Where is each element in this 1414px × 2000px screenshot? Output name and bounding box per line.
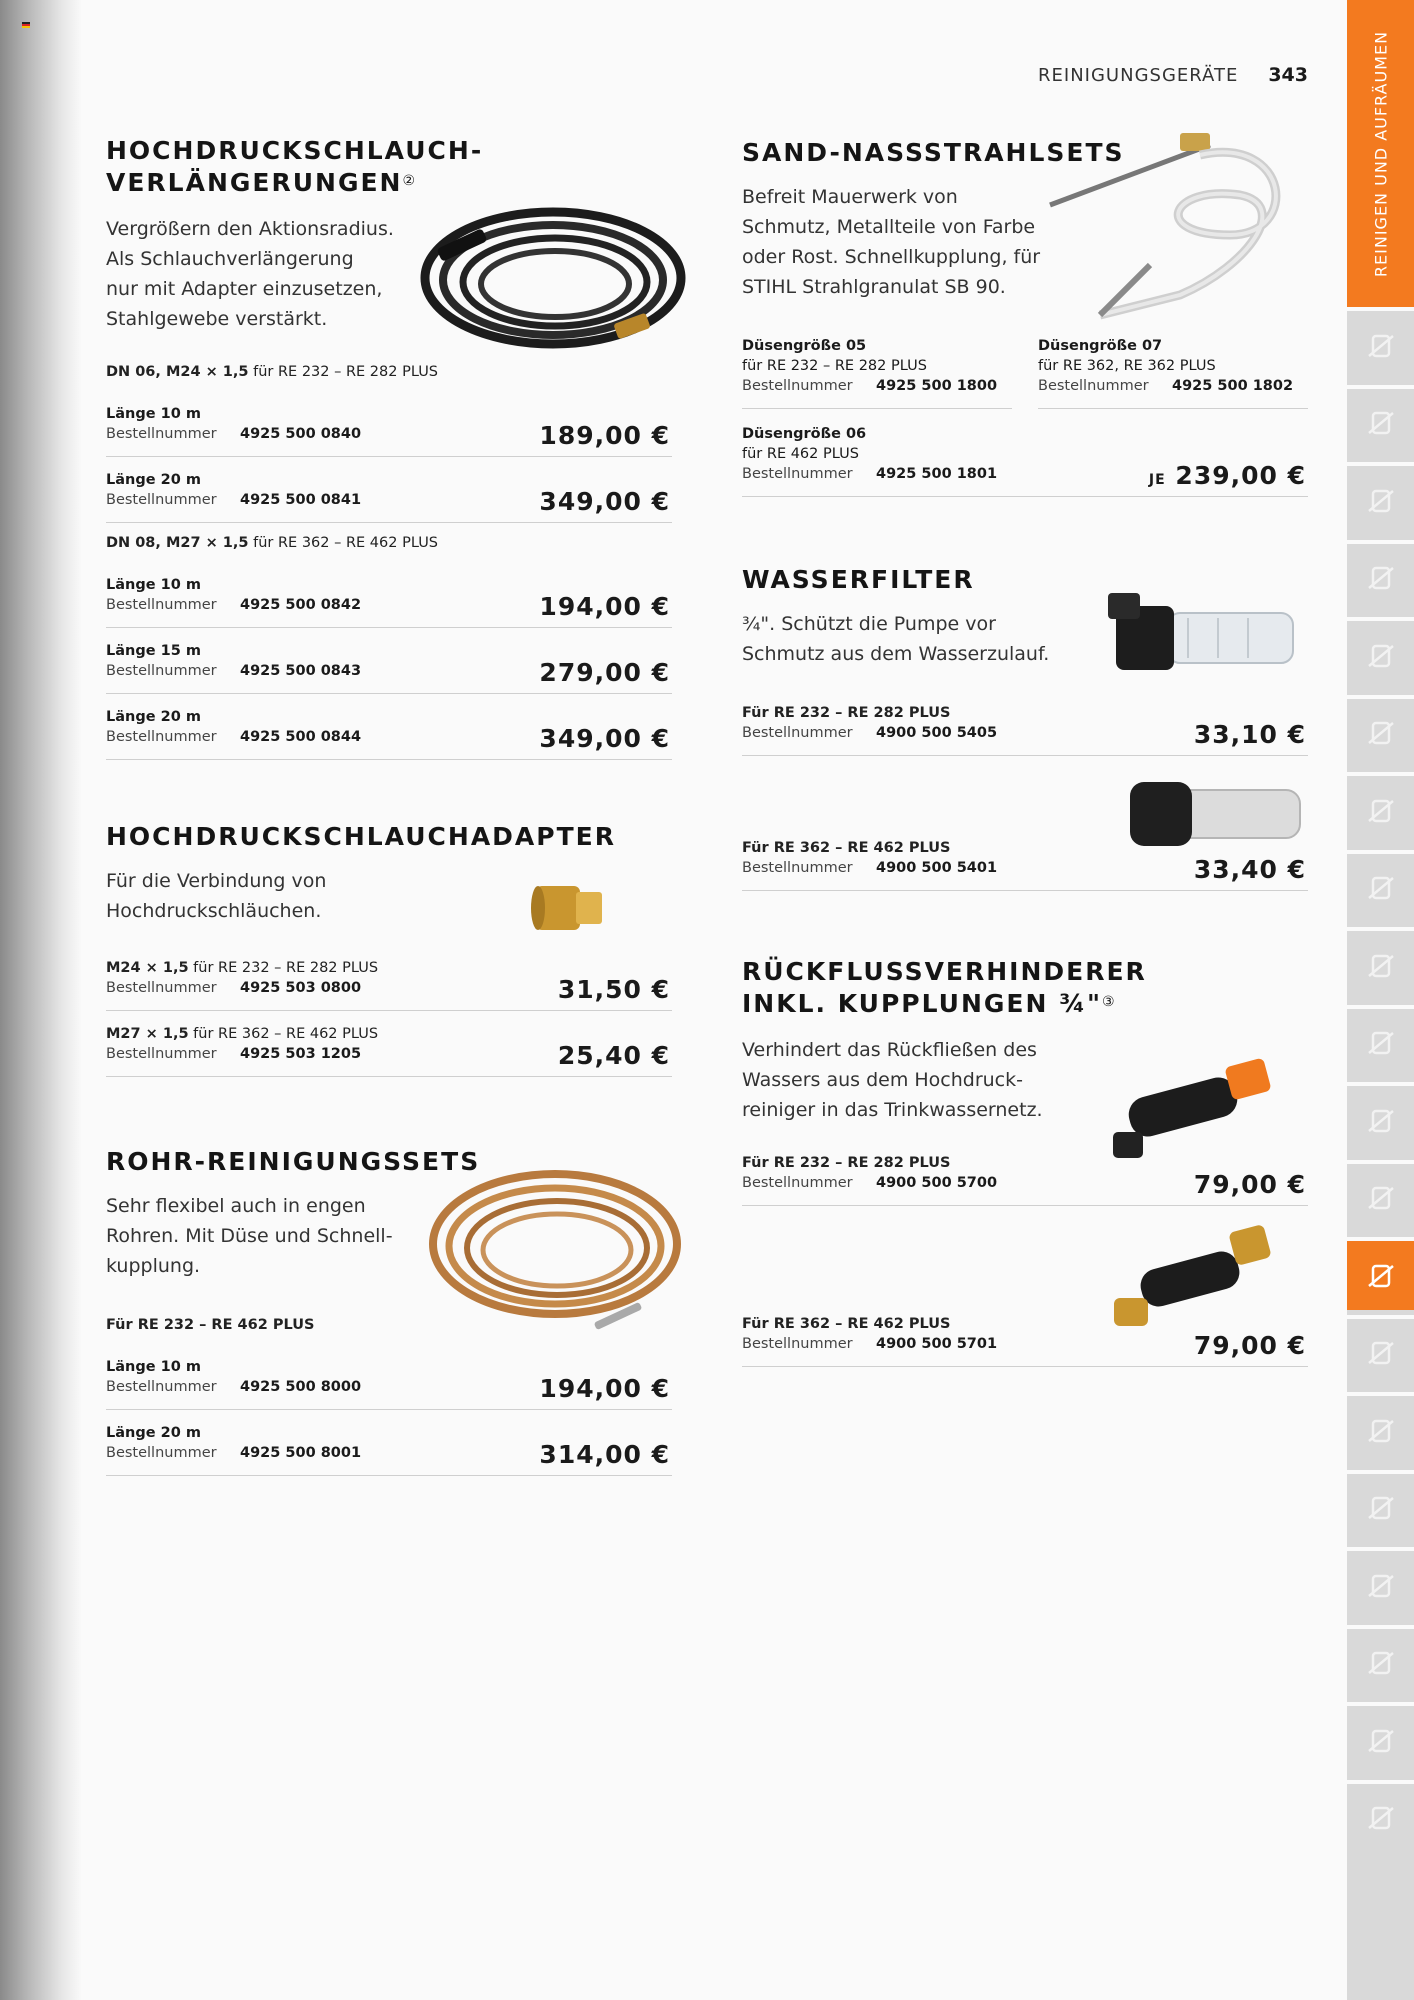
sidebar-tab-auger[interactable]	[1347, 1082, 1414, 1155]
phone-icon	[1361, 1488, 1401, 1528]
section-title: REINIGUNGSGERÄTE	[1038, 65, 1239, 86]
sidebar-category-label: REINIGEN UND AUFRÄUMEN	[1371, 30, 1391, 278]
sidebar-tab-battery[interactable]	[1347, 385, 1414, 458]
price-row: Für RE 362 – RE 462 PLUS Bestellnummer 4900 500 5701 79,00 €	[742, 1314, 1308, 1367]
sidebar-tab-tiller[interactable]	[1347, 1005, 1414, 1078]
sprayer-icon	[1361, 1178, 1401, 1218]
sidebar-tab-sprayer[interactable]	[1347, 1160, 1414, 1233]
section-description: Verhindert das Rückfließen des Wassers aus dem Hochdruck- reiniger in das Trinkwassernetz.	[742, 1039, 1043, 1121]
trimmer-icon	[1361, 946, 1401, 986]
order-number: 4925 500 0841	[240, 492, 362, 508]
sidebar-tab-lawnmower[interactable]	[1347, 850, 1414, 923]
chainsaw-icon	[1361, 558, 1401, 598]
sidebar-tab-trimmer[interactable]	[1347, 927, 1414, 1000]
price: 33,10 €	[1193, 720, 1306, 749]
price-row: Für RE 232 – RE 282 PLUS Bestellnummer 4900 500 5700 79,00 €	[742, 1153, 1308, 1206]
price: 314,00 €	[539, 1440, 670, 1469]
section-description: Befreit Mauerwerk von Schmutz, Metallteile von Farbe oder Rost. Schnellkupplung, für STIHL Strahlgranulat SB 90.	[742, 186, 1041, 298]
price: 194,00 €	[539, 592, 670, 621]
price: 349,00 €	[539, 487, 670, 516]
jacket-icon	[1361, 1643, 1401, 1683]
sidebar-tab-axe[interactable]	[1347, 1702, 1414, 1775]
brass-adapter-image	[528, 872, 618, 946]
price: 25,40 €	[557, 1041, 670, 1070]
sidebar-tab-pressure-washer[interactable]	[1347, 1237, 1414, 1310]
order-number: 4925 500 0840	[240, 426, 362, 442]
order-number: 4900 500 5405	[876, 725, 998, 741]
nozzle-item: Düsengröße 06 für RE 462 PLUS Bestellnummer 4925 500 1801 JE 239,00 €	[742, 424, 1308, 497]
spec-line: DN 08, M27 × 1,5 für RE 362 – RE 462 PLUS	[106, 535, 439, 551]
price: 79,00 €	[1193, 1170, 1306, 1199]
section-heading: ROHR-REINIGUNGSSETS	[106, 1147, 481, 1176]
nozzle-item: Düsengröße 07 für RE 362, RE 362 PLUS Bestellnummer 4925 500 1802	[1038, 336, 1308, 409]
order-number: 4900 500 5700	[876, 1175, 998, 1191]
price-row: M27 × 1,5 für RE 362 – RE 462 PLUS Bestellnummer 4925 503 1205 25,40 €	[106, 1024, 672, 1077]
section-description: Für die Verbindung von Hochdruckschläuchen.	[106, 870, 327, 922]
flag-icon	[22, 22, 30, 28]
price-row: Länge 15 m Bestellnummer 4925 500 0843 279,00 €	[106, 641, 672, 694]
hedge-trimmer-icon	[1361, 636, 1401, 676]
sidebar-tab-phone[interactable]	[1347, 1470, 1414, 1543]
sidebar-tab-robot-mower[interactable]	[1347, 1392, 1414, 1465]
pipe-hose-image	[425, 1162, 685, 1346]
tiller-icon	[1361, 1023, 1401, 1063]
price: 194,00 €	[539, 1374, 670, 1403]
price-row: Länge 20 m Bestellnummer 4925 500 8001 314,00 €	[106, 1423, 672, 1476]
tools-icon	[1361, 326, 1401, 366]
sidebar-tab-brushcutter[interactable]	[1347, 695, 1414, 768]
section-description: ¾". Schützt die Pumpe vor Schmutz aus dem Wasserzulauf.	[742, 613, 1050, 665]
sidebar-tab-shredder[interactable]	[1347, 1315, 1414, 1388]
section-heading: HOCHDRUCKSCHLAUCHADAPTER	[106, 822, 616, 851]
price-list	[106, 958, 672, 1077]
price: 33,40 €	[1193, 855, 1306, 884]
section-description: Vergrößern den Aktionsradius. Als Schlauchverlängerung nur mit Adapter einzusetzen, Stahlgewebe verstärkt.	[106, 218, 394, 330]
price: 279,00 €	[539, 658, 670, 687]
sidebar-tab-jacket[interactable]	[1347, 1625, 1414, 1698]
page-gutter-shadow	[0, 0, 82, 2000]
manual-icon	[1361, 1566, 1401, 1606]
section-heading: SAND-NASSSTRAHLSETS	[742, 138, 1125, 167]
price-row: Länge 10 m Bestellnummer 4925 500 8000 194,00 €	[106, 1357, 672, 1410]
price: 349,00 €	[539, 724, 670, 753]
shirt-icon	[1361, 1798, 1401, 1838]
section-heading: RÜCKFLUSSVERHINDERER INKL. KUPPLUNGEN ¾"③	[742, 957, 1147, 1018]
shredder-icon	[1361, 1333, 1401, 1373]
sidebar-tab-blower[interactable]	[1347, 772, 1414, 845]
price-list	[106, 1357, 672, 1476]
auger-icon	[1361, 1101, 1401, 1141]
order-number: 4925 503 0800	[240, 980, 362, 996]
price: JE 239,00 €	[1148, 461, 1306, 490]
order-number: 4925 500 1800	[876, 378, 998, 394]
nozzle-item: Düsengröße 05 für RE 232 – RE 282 PLUS Bestellnummer 4925 500 1800	[742, 336, 1012, 409]
order-number: 4925 500 0843	[240, 663, 362, 679]
axe-icon	[1361, 1721, 1401, 1761]
sidebar-tab-chainsaw[interactable]	[1347, 540, 1414, 613]
pressure-washer-icon	[1361, 1256, 1401, 1296]
black-hose-image	[415, 200, 690, 369]
price-row: M24 × 1,5 für RE 232 – RE 282 PLUS Bestellnummer 4925 503 0800 31,50 €	[106, 958, 672, 1011]
price-row: Länge 20 m Bestellnummer 4925 500 0844 349,00 €	[106, 707, 672, 760]
sandblast-kit-image	[1030, 125, 1310, 324]
sidebar-tab-battery-small[interactable]	[1347, 462, 1414, 535]
brushcutter-icon	[1361, 713, 1401, 753]
category-sidebar	[1347, 0, 1414, 2000]
price-row: Länge 20 m Bestellnummer 4925 500 0841 349,00 €	[106, 470, 672, 523]
section-heading: HOCHDRUCKSCHLAUCH- VERLÄNGERUNGEN②	[106, 136, 484, 197]
order-number: 4900 500 5401	[876, 860, 998, 876]
order-number: 4925 503 1205	[240, 1046, 362, 1062]
price: 31,50 €	[557, 975, 670, 1004]
page-number: 343	[1268, 64, 1308, 86]
price-row: Länge 10 m Bestellnummer 4925 500 0842 194,00 €	[106, 575, 672, 628]
order-number: 4925 500 0844	[240, 729, 362, 745]
spec-line: Für RE 232 – RE 462 PLUS	[106, 1317, 315, 1333]
sidebar-tab-hedge-trimmer[interactable]	[1347, 617, 1414, 690]
price-row: Für RE 362 – RE 462 PLUS Bestellnummer 4900 500 5401 33,40 €	[742, 838, 1308, 891]
sidebar-tab-tools[interactable]	[1347, 307, 1414, 380]
sidebar-tab-shirt[interactable]	[1347, 1780, 1414, 1853]
section-heading: WASSERFILTER	[742, 565, 975, 594]
robot-mower-icon	[1361, 1411, 1401, 1451]
battery-small-icon	[1361, 481, 1401, 521]
price-row: Für RE 232 – RE 282 PLUS Bestellnummer 4900 500 5405 33,10 €	[742, 703, 1308, 756]
order-number: 4925 500 8001	[240, 1445, 362, 1461]
sidebar-category-tab[interactable]	[1347, 0, 1414, 307]
water-filter-image	[1108, 588, 1303, 692]
order-number: 4925 500 0842	[240, 597, 362, 613]
order-number: 4925 500 1802	[1172, 378, 1294, 394]
price-list	[742, 1153, 1308, 1206]
price-row: Länge 10 m Bestellnummer 4925 500 0840 189,00 €	[106, 404, 672, 457]
order-number: 4900 500 5701	[876, 1336, 998, 1352]
price-list	[742, 838, 1308, 891]
battery-icon	[1361, 403, 1401, 443]
order-number: 4925 500 1801	[876, 466, 998, 482]
price: 79,00 €	[1193, 1331, 1306, 1360]
price: 189,00 €	[539, 421, 670, 450]
spec-line: DN 06, M24 × 1,5 für RE 232 – RE 282 PLUS	[106, 364, 439, 380]
price-list	[106, 404, 672, 523]
section-description: Sehr flexibel auch in engen Rohren. Mit Düse und Schnell- kupplung.	[106, 1195, 393, 1277]
price-list	[742, 1314, 1308, 1367]
blower-icon	[1361, 791, 1401, 831]
price-list	[106, 575, 672, 760]
price-list	[742, 703, 1308, 756]
lawnmower-icon	[1361, 868, 1401, 908]
order-number: 4925 500 8000	[240, 1379, 362, 1395]
sidebar-tab-manual[interactable]	[1347, 1547, 1414, 1620]
page-header	[1038, 64, 1308, 86]
